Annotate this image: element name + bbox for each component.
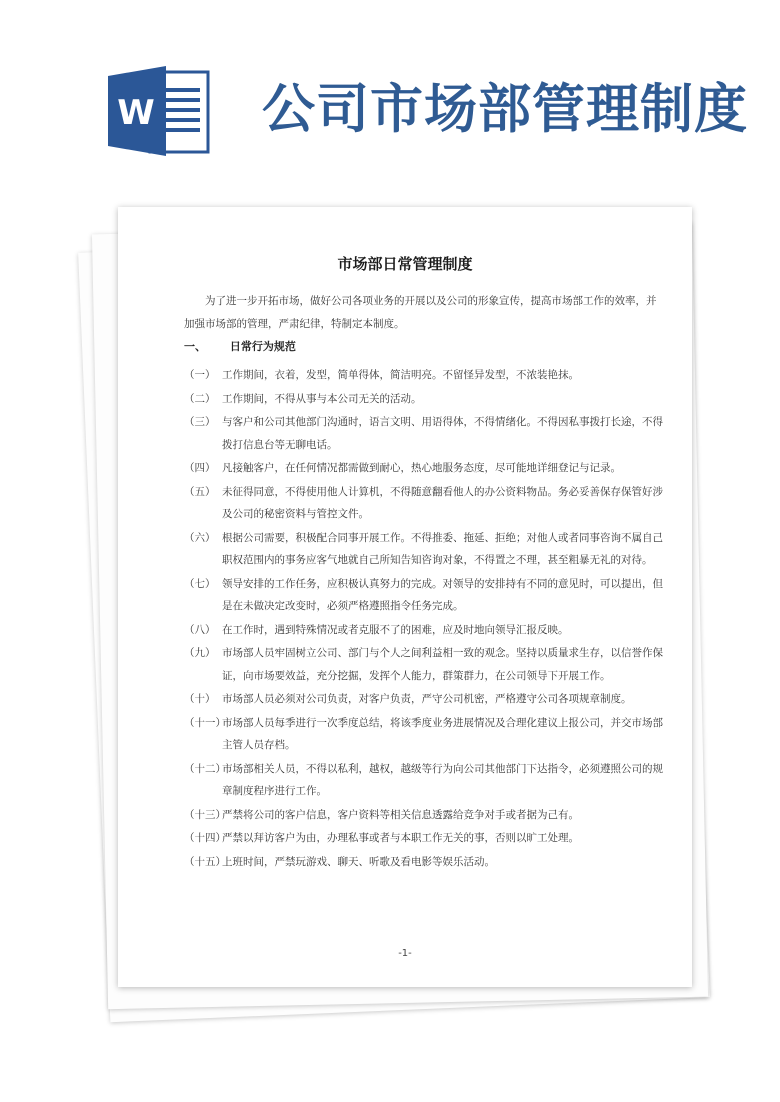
rule-item (184, 619, 664, 642)
rule-text: 在工作时，遇到特殊情况或者克服不了的困难，应及时地向领导汇报反映。 (222, 623, 569, 636)
rule-text: 市场部相关人员，不得以私利，越权，越级等行为向公司其他部门下达指令，必须遵照公司的规章制度程序进行工作。 (222, 762, 663, 797)
rule-number: （五） (184, 485, 216, 498)
word-icon (108, 66, 210, 156)
rule-number: （四） (184, 462, 216, 474)
rule-item (184, 364, 664, 387)
section-heading (184, 338, 296, 354)
rule-number: （十） (184, 693, 216, 705)
rule-item (184, 758, 664, 803)
rule-item (184, 688, 664, 711)
rule-number: （八） (184, 623, 216, 636)
rule-item (184, 712, 664, 757)
rule-number: （二） (184, 392, 216, 405)
rule-number: （十五） (184, 855, 226, 868)
rule-text: 严禁将公司的客户信息，客户资料等相关信息透露给竞争对手或者据为己有。 (222, 808, 579, 821)
rule-item (184, 527, 664, 572)
rule-number: （六） (184, 531, 216, 544)
rule-text: 未征得同意，不得使用他人计算机，不得随意翻看他人的办公资料物品。务必妥善保存保管好涉及公司的秘密资料与管控文件。 (222, 485, 663, 520)
document-page (118, 207, 692, 987)
rule-item (184, 411, 664, 456)
rule-text: 市场部人员必须对公司负责，对客户负责，严守公司机密，严格遵守公司各项规章制度。 (222, 693, 632, 705)
rule-text: 领导安排的工作任务，应积极认真努力的完成。对领导的安排持有不同的意见时，可以提出，但是在未做决定改变时，必须严格遵照指令任务完成。 (222, 577, 663, 612)
word-icon-letter: W (117, 93, 155, 133)
rule-item (184, 851, 664, 874)
rule-number: （三） (184, 416, 216, 428)
document-banner-title: 公司市场部管理制度 (262, 79, 748, 140)
rule-text: 市场部人员牢固树立公司、部门与个人之间利益相一致的观念。坚持以质量求生存，以信誉作保证，向市场要效益，充分挖掘，发挥个人能力，群策群力，在公司领导下开展工作。 (222, 647, 663, 682)
rule-number: （十三） (184, 808, 226, 821)
rule-item (184, 573, 664, 618)
rule-item (184, 804, 664, 827)
page-number: -1- (398, 948, 412, 959)
rule-list (184, 364, 664, 873)
rule-number: （七） (184, 577, 216, 590)
rule-text: 根据公司需要，积极配合同事开展工作。不得推委、拖延、拒绝；对他人或者同事咨询不属自己职权范围内的事务应客气地就自己所知告知咨询对象，不得置之不理，甚至粗暴无礼的对待。 (222, 531, 663, 566)
rule-text: 凡接触客户，在任何情况都需做到耐心，热心地服务态度，尽可能地详细登记与记录。 (222, 462, 621, 474)
rule-number: （九） (184, 647, 216, 659)
rule-text: 上班时间，严禁玩游戏、聊天、听歌及看电影等娱乐活动。 (222, 855, 495, 868)
page-title: 市场部日常管理制度 (337, 255, 473, 273)
rule-text: 严禁以拜访客户为由，办理私事或者与本职工作无关的事，否则以旷工处理。 (222, 832, 579, 844)
rule-number: （十二） (184, 762, 226, 775)
rule-number: （一） (184, 369, 216, 381)
rule-item (184, 388, 664, 411)
section-title: 日常行为规范 (229, 340, 296, 353)
rule-item (184, 457, 664, 480)
rule-number: （十四） (184, 832, 226, 844)
rule-item (184, 827, 664, 850)
intro-paragraph: 为了进一步开拓市场，做好公司各项业务的开展以及公司的形象宣传，提高市场部工作的效率，并加强市场部的管理，严肃纪律，特制定本制度。 (184, 295, 657, 330)
rule-item (184, 642, 664, 687)
section-number: 一、 (184, 340, 206, 353)
rule-text: 工作期间，衣着，发型，简单得体，简洁明亮。不留怪异发型，不浓装艳抹。 (222, 369, 579, 381)
header (0, 0, 780, 200)
rule-text: 与客户和公司其他部门沟通时，语言文明、用语得体，不得情绪化。不得因私事拨打长途，不得拨打信息台等无聊电话。 (222, 416, 663, 451)
rule-text: 市场部人员每季进行一次季度总结，将该季度业务进展情况及合理化建议上报公司，并交市场部主管人员存档。 (222, 716, 663, 751)
rule-text: 工作期间，不得从事与本公司无关的活动。 (222, 392, 422, 405)
rule-number: （十一） (184, 716, 226, 729)
rule-item (184, 481, 664, 526)
